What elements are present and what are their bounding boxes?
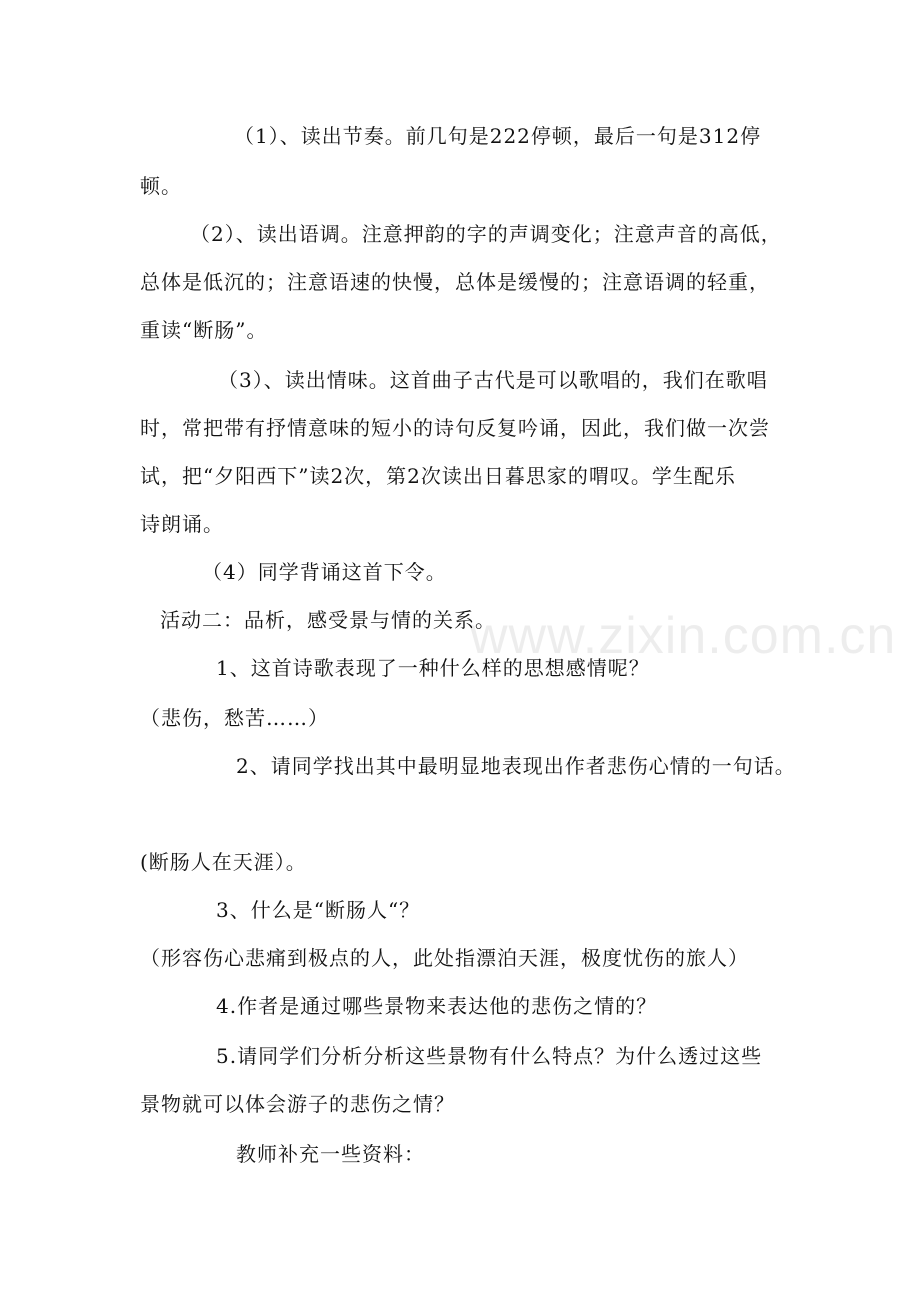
text-line-14: 2、请同学找出其中最明显地表现出作者悲伤心情的一句话。 bbox=[236, 754, 796, 778]
text-line-4: 总体是低沉的；注意语速的快慢，总体是缓慢的；注意语调的轻重， bbox=[140, 270, 770, 294]
text-line-18: 4.作者是通过哪些景物来表达他的悲伤之情的？ bbox=[216, 994, 658, 1018]
text-line-19: 5.请同学们分析分析这些景物有什么特点？为什么透过这些 bbox=[216, 1044, 763, 1068]
text-line-20: 景物就可以体会游子的悲伤之情？ bbox=[140, 1092, 455, 1116]
text-line-11: 活动二：品析，感受景与情的关系。 bbox=[160, 608, 496, 632]
text-line-16: 3、什么是“断肠人“？ bbox=[216, 898, 421, 922]
text-line-9: 诗朗诵。 bbox=[140, 512, 224, 536]
text-line-1: （1）、读出节奏。前几句是222停顿，最后一句是312停 bbox=[234, 124, 762, 148]
text-line-3: （2）、读出语调。注意押韵的字的声调变化；注意声音的高低， bbox=[190, 222, 782, 246]
text-line-8: 试，把“夕阳西下”读2次，第2次读出日暮思家的喟叹。学生配乐 bbox=[140, 464, 736, 488]
text-line-12: 1、这首诗歌表现了一种什么样的思想感情呢？ bbox=[216, 656, 650, 680]
text-line-10: （4）同学背诵这首下令。 bbox=[202, 560, 447, 584]
text-line-5: 重读“断肠”。 bbox=[140, 318, 268, 342]
text-line-17: （形容伤心悲痛到极点的人，此处指漂泊天涯，极度忧伤的旅人） bbox=[140, 946, 749, 970]
text-line-15: (断肠人在天涯）。 bbox=[140, 850, 307, 874]
text-line-13: （悲伤，愁苦……） bbox=[140, 706, 329, 730]
text-line-7: 时，常把带有抒情意味的短小的诗句反复吟诵，因此，我们做一次尝 bbox=[140, 416, 770, 440]
watermark: www.zixin.com.cn bbox=[470, 607, 897, 665]
text-line-2: 顿。 bbox=[140, 174, 182, 198]
text-line-6: （3）、读出情味。这首曲子古代是可以歌唱的，我们在歌唱 bbox=[218, 368, 768, 392]
text-line-21: 教师补充一些资料： bbox=[236, 1142, 425, 1166]
